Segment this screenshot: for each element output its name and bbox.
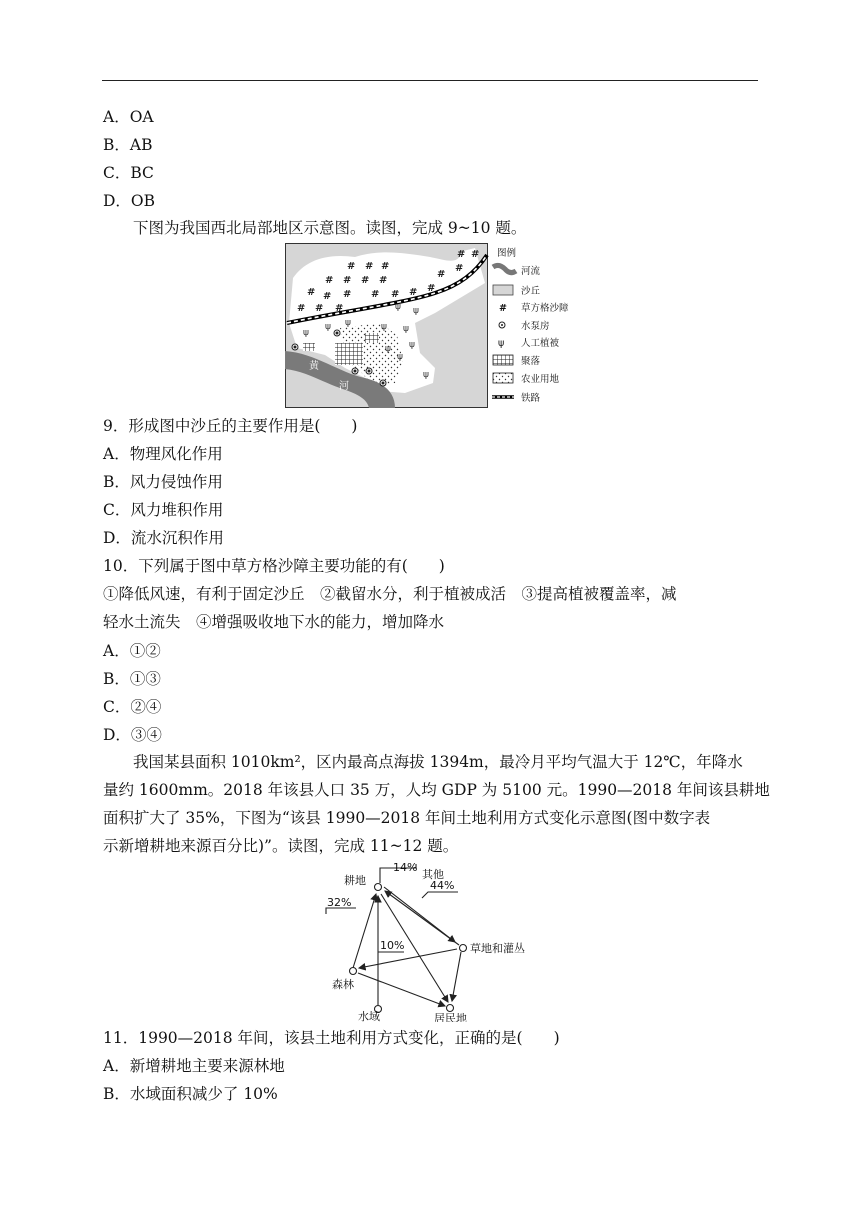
vegetation-mark: ψ (381, 322, 387, 332)
legend-river: 河流 (521, 266, 541, 277)
intro-q11-12-line2: 量约 1600mm。2018 年该县人口 35 万，人均 GDP 为 5100 元。1990—2018 年间该县耕地 (103, 781, 770, 799)
barrier-mark: # (365, 261, 374, 272)
barrier-mark: # (325, 275, 334, 286)
legend-settlement-swatch (493, 355, 513, 365)
node-grassland (460, 945, 467, 952)
vegetation-mark: ψ (325, 322, 331, 332)
q8-option-b: B．AB (103, 136, 153, 154)
q8-option-a: A．OA (103, 108, 154, 126)
legend-barrier: 草方格沙障 (521, 303, 569, 314)
label-grassland: 草地和灌丛 (470, 942, 525, 955)
river-label-2: 河 (339, 381, 349, 392)
q8-option-d: D．OB (103, 192, 156, 210)
legend-title: 图例 (497, 248, 517, 259)
q9-option-c: C．风力堆积作用 (103, 501, 224, 519)
legend-settlement: 聚落 (521, 356, 541, 367)
q9-option-a: A．物理风化作用 (103, 445, 223, 463)
vegetation-mark: ψ (395, 302, 401, 312)
pct-forest: 32% (327, 896, 352, 909)
label-water: 水域 (358, 1010, 380, 1022)
intro-q11-12-line3: 面积扩大了 35%，下图为“该县 1990—2018 年间土地利用方式变化示意图(图中数字表 (103, 809, 711, 827)
barrier-mark: # (361, 275, 370, 286)
intro-q11-12-line1: 我国某县面积 1010km²，区内最高点海拔 1394m，最冷月平均气温大于 12℃，年降水 (133, 753, 743, 771)
q10-option-a: A．①② (103, 642, 161, 660)
river-label-1: 黄 (309, 361, 319, 372)
legend-pump: 水泵房 (521, 321, 550, 332)
barrier-mark: # (371, 289, 380, 300)
settlement-2 (365, 333, 379, 343)
barrier-mark: # (427, 283, 436, 294)
vegetation-mark: ψ (385, 344, 391, 354)
settlement-3 (303, 343, 315, 351)
pct-water: 10% (380, 939, 405, 952)
vegetation-mark: ψ (409, 340, 415, 350)
q10-statements-line1: ①降低风速，有利于固定沙丘 ②截留水分，利于植被成活 ③提高植被覆盖率，减 (103, 585, 677, 603)
vegetation-mark: ψ (397, 352, 403, 362)
barrier-mark: # (381, 261, 390, 272)
barrier-mark: # (335, 303, 344, 314)
q11-option-a: A．新增耕地主要来源林地 (103, 1057, 285, 1075)
barrier-mark: # (307, 287, 316, 298)
node-residential (447, 1005, 454, 1012)
vegetation-mark: ψ (423, 370, 429, 380)
label-farmland: 耕地 (344, 874, 366, 887)
barrier-mark: # (347, 261, 356, 272)
legend-vegetation: 人工植被 (521, 338, 560, 349)
barrier-mark: # (343, 289, 352, 300)
pct-grassland: 44% (430, 879, 455, 892)
legend-farmland: 农业用地 (521, 374, 560, 385)
barrier-mark: # (471, 249, 480, 260)
q10-option-b: B．①③ (103, 670, 161, 688)
q10-option-c: C．②④ (103, 698, 162, 716)
header-rule (102, 80, 758, 81)
vegetation-mark: ψ (303, 328, 309, 338)
legend-barrier-swatch: # (499, 303, 507, 314)
q10-option-d: D．③④ (103, 726, 162, 744)
intro-q11-12-line4: 示新增耕地来源百分比)”。读图，完成 11~12 题。 (103, 837, 459, 855)
legend-vegetation-swatch: ψ (498, 338, 505, 349)
label-residential: 居民地 (434, 1012, 467, 1022)
legend-sand: 沙丘 (521, 286, 541, 297)
q9-option-b: B．风力侵蚀作用 (103, 473, 223, 491)
legend-sand-swatch (493, 285, 513, 295)
vegetation-mark: ψ (345, 318, 351, 328)
q9-stem: 9．形成图中沙丘的主要作用是( ) (103, 417, 358, 435)
legend-railway: 铁路 (521, 393, 541, 404)
vegetation-mark: ψ (413, 306, 419, 316)
legend-farmland-swatch (493, 373, 513, 383)
barrier-mark: # (315, 303, 324, 314)
q10-stem: 10．下列属于图中草方格沙障主要功能的有( ) (103, 557, 445, 575)
barrier-mark: # (297, 303, 306, 314)
q9-option-d: D．流水沉积作用 (103, 529, 224, 547)
node-farmland (375, 884, 382, 891)
barrier-mark: # (379, 275, 388, 286)
q11-option-b: B．水域面积减少了 10% (103, 1085, 278, 1103)
land-use-diagram (318, 860, 550, 1022)
barrier-mark: # (391, 289, 400, 300)
vegetation-mark: ψ (403, 324, 409, 334)
q10-statements-line2: 轻水土流失 ④增强吸收地下水的能力，增加降水 (103, 613, 445, 631)
barrier-mark: # (323, 291, 332, 302)
barrier-mark: # (437, 269, 446, 280)
settlement-1 (335, 343, 363, 365)
barrier-mark: # (457, 249, 466, 260)
barrier-mark: # (455, 263, 464, 274)
pct-other: 14% (393, 861, 418, 874)
intro-q9-10: 下图为我国西北局部地区示意图。读图，完成 9~10 题。 (133, 219, 527, 237)
node-forest (350, 968, 357, 975)
barrier-mark: # (343, 275, 352, 286)
barrier-mark: # (409, 287, 418, 298)
q11-stem: 11．1990—2018 年间，该县土地利用方式变化，正确的是( ) (103, 1029, 560, 1047)
q8-option-c: C．BC (103, 164, 154, 182)
legend-river-swatch (493, 265, 516, 272)
label-forest: 森林 (332, 978, 354, 991)
northwest-map (285, 243, 570, 408)
label-other: 其他 (422, 868, 444, 881)
